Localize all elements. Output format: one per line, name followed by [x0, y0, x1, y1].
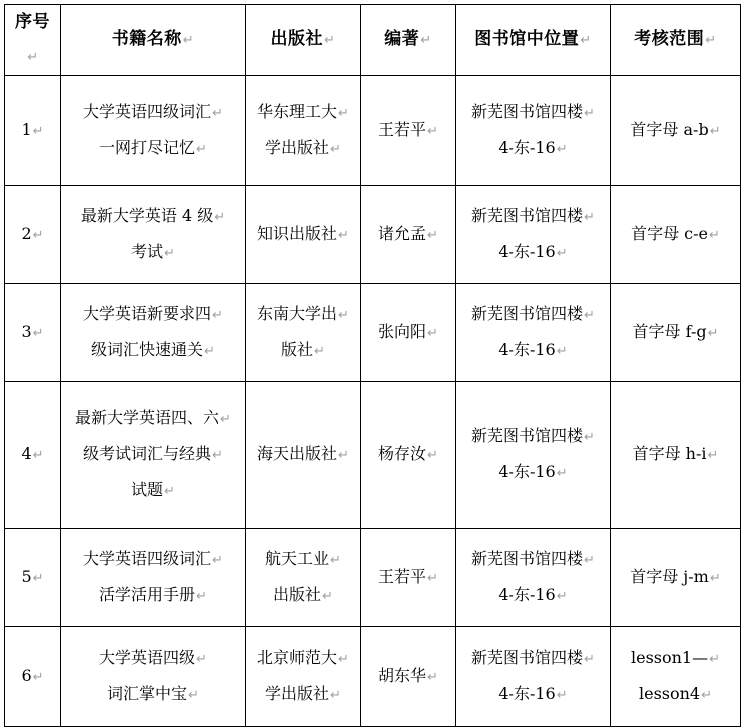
cell-line [252, 131, 354, 167]
cell-scope [611, 76, 741, 186]
cell-index [5, 76, 61, 186]
cell-line [462, 578, 604, 614]
cell-line [67, 437, 239, 473]
paragraph-mark: ↵ [32, 448, 44, 463]
cell-title [61, 529, 246, 627]
cell-line [617, 560, 734, 596]
table-row [5, 186, 741, 284]
cell-text: 海天出版社 [257, 444, 338, 463]
paragraph-mark: ↵ [427, 448, 438, 463]
cell-line [67, 297, 239, 333]
cell-line [67, 333, 239, 369]
cell-text: 最新大学英语四、六 [75, 408, 220, 427]
paragraph-mark: ↵ [427, 227, 438, 243]
cell-text: 首字母 a-b [630, 119, 709, 139]
cell-line [462, 641, 604, 677]
cell-line [462, 542, 604, 578]
cell-author [361, 186, 456, 284]
cell-index [5, 382, 61, 529]
cell-scope [611, 529, 741, 627]
cell-text: 东南大学出 [257, 303, 338, 323]
paragraph-mark: ↵ [338, 307, 349, 323]
cell-text: 杨存汝 [378, 444, 427, 463]
cell-title [61, 284, 246, 382]
paragraph-mark: ↵ [330, 141, 341, 157]
paragraph-mark: ↵ [330, 552, 341, 568]
paragraph-mark: ↵ [196, 651, 207, 667]
cell-text: 活学活用手册 [99, 584, 196, 604]
cell-line [462, 333, 604, 369]
cell-text: 一网打尽记忆 [99, 137, 196, 157]
cell-line [67, 641, 239, 677]
cell-text: 新芜图书馆四楼 [471, 303, 584, 323]
cell-text: 级考试词汇与经典 [83, 444, 212, 463]
cell-author [361, 529, 456, 627]
cell-text: 4-东-16 [498, 584, 556, 604]
cell-line [617, 315, 734, 351]
paragraph-mark: ↵ [707, 448, 719, 463]
cell-scope [611, 186, 741, 284]
paragraph-mark: ↵ [338, 651, 349, 667]
cell-text: 学出版社 [265, 137, 330, 157]
paragraph-mark: ↵ [214, 209, 226, 225]
cell-text: lesson4 [638, 683, 701, 703]
header-index: 序号↵ [5, 5, 61, 76]
cell-line [617, 217, 734, 253]
paragraph-mark: ↵ [32, 325, 44, 341]
cell-text: 新芜图书馆四楼 [471, 548, 584, 568]
cell-location [456, 76, 611, 186]
paragraph-mark: ↵ [584, 105, 595, 121]
paragraph-mark: ↵ [584, 552, 595, 568]
cell-line [617, 437, 734, 473]
paragraph-mark: ↵ [709, 570, 721, 586]
cell-text: 新芜图书馆四楼 [471, 101, 584, 121]
cell-text: 知识出版社 [257, 223, 338, 243]
cell-text: 张向阳 [378, 321, 427, 341]
cell-title [61, 186, 246, 284]
cell-text: 新芜图书馆四楼 [471, 647, 584, 667]
table-row [5, 284, 741, 382]
cell-scope [611, 284, 741, 382]
paragraph-mark: ↵ [427, 325, 438, 341]
paragraph-mark: ↵ [196, 141, 207, 157]
cell-line [252, 641, 354, 677]
paragraph-mark: ↵ [330, 687, 341, 703]
cell-line [67, 473, 239, 509]
paragraph-mark: ↵ [427, 669, 438, 685]
cell-text: 首字母 f-g [632, 321, 707, 341]
cell-line [252, 297, 354, 333]
paragraph-mark: ↵ [32, 227, 44, 243]
cell-line [67, 677, 239, 713]
cell-line [252, 578, 354, 614]
cell-line [617, 677, 734, 713]
paragraph-mark: ↵ [427, 123, 438, 139]
cell-line [252, 437, 354, 473]
cell-location [456, 284, 611, 382]
header-location: 图书馆中位置↵ [456, 5, 611, 76]
cell-line [252, 333, 354, 369]
cell-author [361, 76, 456, 186]
cell-author [361, 382, 456, 529]
cell-publisher [246, 529, 361, 627]
cell-text: 3 [21, 321, 32, 341]
cell-text: 2 [21, 223, 32, 243]
header-row [5, 5, 741, 76]
cell-text: 最新大学英语 4 级 [80, 205, 214, 225]
cell-publisher [246, 382, 361, 529]
cell-text: 4-东-16 [498, 241, 556, 261]
paragraph-mark: ↵ [556, 141, 568, 157]
paragraph-mark: ↵ [322, 588, 333, 604]
cell-line [67, 95, 239, 131]
header-publisher: 出版社↵ [246, 5, 361, 76]
paragraph-mark: ↵ [709, 227, 720, 243]
paragraph-mark: ↵ [556, 588, 568, 604]
cell-location [456, 382, 611, 529]
cell-text: 大学英语四级词汇 [83, 101, 212, 121]
cell-line [67, 578, 239, 614]
paragraph-mark: ↵ [584, 307, 595, 323]
cell-location [456, 627, 611, 727]
cell-text: 王若平 [378, 566, 427, 586]
cell-index [5, 529, 61, 627]
table-row [5, 76, 741, 186]
paragraph-mark: ↵ [164, 484, 175, 499]
header-scope: 考核范围↵ [611, 5, 741, 76]
paragraph-mark: ↵ [32, 669, 44, 685]
cell-line [617, 113, 734, 149]
cell-text: 4-东-16 [498, 683, 556, 703]
cell-line [252, 677, 354, 713]
paragraph-mark: ↵ [204, 343, 215, 359]
cell-publisher [246, 186, 361, 284]
cell-scope [611, 382, 741, 529]
cell-line [462, 199, 604, 235]
paragraph-mark: ↵ [212, 448, 223, 463]
cell-line [462, 95, 604, 131]
cell-line [462, 131, 604, 167]
cell-text: 试题 [131, 480, 164, 499]
cell-line [67, 401, 239, 437]
paragraph-mark: ↵ [338, 227, 349, 243]
cell-text: 首字母 j-m [630, 566, 709, 586]
cell-text: 大学英语四级词汇 [83, 548, 212, 568]
cell-index [5, 284, 61, 382]
paragraph-mark: ↵ [556, 687, 568, 703]
cell-line [67, 542, 239, 578]
cell-publisher [246, 627, 361, 727]
cell-text: 5 [21, 566, 32, 586]
cell-line [67, 235, 239, 271]
paragraph-mark: ↵ [584, 651, 595, 667]
cell-text: 1 [21, 119, 32, 139]
paragraph-mark: ↵ [32, 570, 44, 586]
cell-line [252, 95, 354, 131]
cell-text: 词汇掌中宝 [107, 683, 188, 703]
cell-text: 首字母 c-e [631, 223, 709, 243]
paragraph-mark: ↵ [32, 123, 44, 139]
cell-text: 航天工业 [265, 548, 330, 568]
cell-text: 新芜图书馆四楼 [471, 205, 584, 225]
cell-line [462, 297, 604, 333]
paragraph-mark: ↵ [709, 123, 721, 139]
paragraph-mark: ↵ [188, 687, 199, 703]
cell-text: 6 [21, 665, 32, 685]
cell-title [61, 76, 246, 186]
cell-location [456, 186, 611, 284]
cell-line [462, 419, 604, 455]
paragraph-mark: ↵ [212, 307, 223, 323]
book-list-table [4, 4, 741, 727]
cell-text: 北京师范大 [257, 647, 338, 667]
paragraph-mark: ↵ [556, 245, 568, 261]
cell-scope [611, 627, 741, 727]
table-row [5, 529, 741, 627]
cell-text: 华东理工大 [257, 101, 338, 121]
cell-author [361, 284, 456, 382]
cell-text: 学出版社 [265, 683, 330, 703]
paragraph-mark: ↵ [338, 105, 349, 121]
cell-line [252, 217, 354, 253]
paragraph-mark: ↵ [164, 245, 175, 261]
cell-text: 版社 [281, 339, 314, 359]
paragraph-mark: ↵ [707, 325, 719, 341]
cell-line [67, 199, 239, 235]
header-title: 书籍名称↵ [61, 5, 246, 76]
cell-index [5, 627, 61, 727]
cell-line [462, 677, 604, 713]
cell-line [252, 542, 354, 578]
cell-line [617, 641, 734, 677]
paragraph-mark: ↵ [556, 343, 568, 359]
cell-publisher [246, 284, 361, 382]
cell-author [361, 627, 456, 727]
cell-text: 大学英语新要求四 [83, 303, 212, 323]
paragraph-mark: ↵ [314, 343, 325, 359]
paragraph-mark: ↵ [338, 448, 349, 463]
cell-line [462, 455, 604, 491]
table-row [5, 627, 741, 727]
cell-text: lesson1— [630, 647, 709, 667]
cell-text: 大学英语四级 [99, 647, 196, 667]
cell-line [67, 131, 239, 167]
cell-text: 考试 [131, 241, 164, 261]
cell-text: 王若平 [378, 119, 427, 139]
paragraph-mark: ↵ [196, 588, 207, 604]
paragraph-mark: ↵ [701, 687, 713, 703]
cell-line [462, 235, 604, 271]
cell-title [61, 382, 246, 529]
cell-text: 4-东-16 [498, 339, 556, 359]
paragraph-mark: ↵ [556, 466, 568, 481]
paragraph-mark: ↵ [584, 209, 595, 225]
cell-location [456, 529, 611, 627]
cell-title [61, 627, 246, 727]
cell-text: 胡东华 [378, 665, 427, 685]
cell-publisher [246, 76, 361, 186]
paragraph-mark: ↵ [220, 412, 231, 427]
cell-text: 新芜图书馆四楼 [471, 426, 584, 445]
paragraph-mark: ↵ [709, 651, 721, 667]
cell-text: 首字母 h-i [632, 444, 707, 463]
cell-text: 出版社 [273, 584, 322, 604]
paragraph-mark: ↵ [584, 430, 595, 445]
header-author: 编著↵ [361, 5, 456, 76]
cell-text: 4 [21, 444, 32, 463]
paragraph-mark: ↵ [212, 552, 223, 568]
cell-text: 级词汇快速通关 [91, 339, 204, 359]
cell-index [5, 186, 61, 284]
cell-text: 诸允孟 [378, 223, 427, 243]
cell-text: 4-东-16 [498, 137, 556, 157]
paragraph-mark: ↵ [212, 105, 223, 121]
cell-text: 4-东-16 [498, 462, 556, 481]
paragraph-mark: ↵ [427, 570, 438, 586]
table-row [5, 382, 741, 529]
